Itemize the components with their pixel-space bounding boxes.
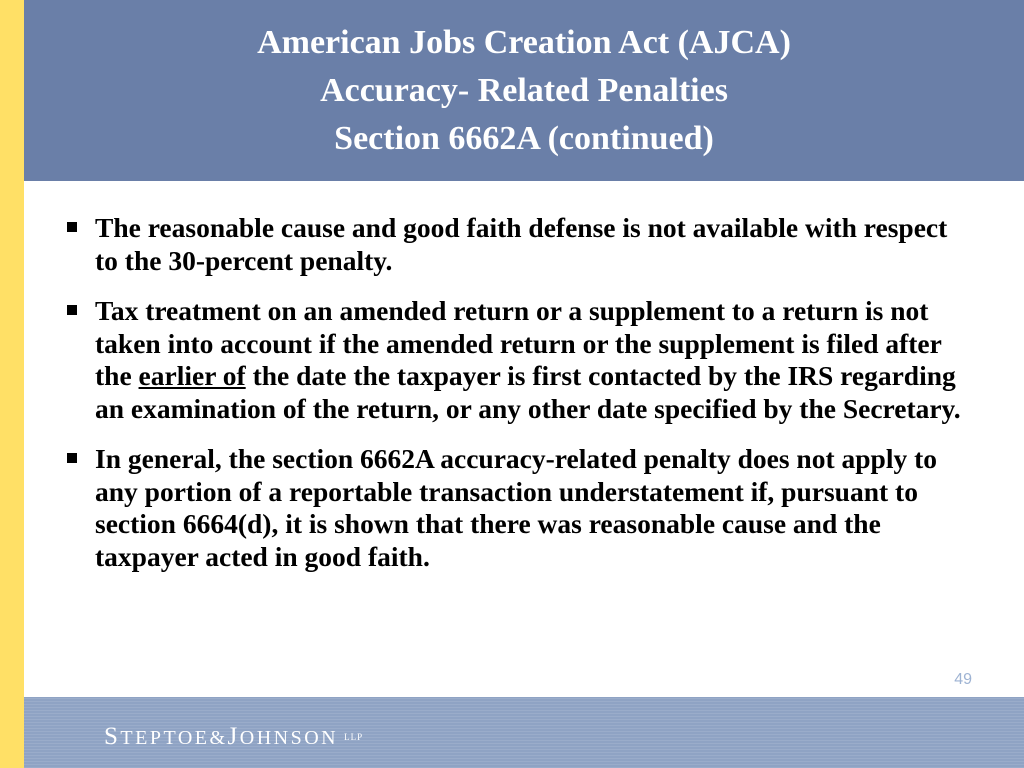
bullet-text-2a: Tax treatment on an amended return or a supplement to a return is not taken into account if the amended return or the supplement is filed after the (95, 295, 942, 391)
bullet-text-1: The reasonable cause and good faith defense is not available with respect to the 30-percent penalty. (95, 212, 948, 276)
steptoe-johnson-logo: STEPTOE&JOHNSON $^{LLP}$ (104, 723, 364, 750)
slide-title-line-3: Section 6662A (continued) (334, 119, 714, 157)
slide-body (64, 212, 964, 591)
bullet-text-2-underlined: earlier of (138, 360, 246, 391)
slide-title-banner (24, 0, 1024, 181)
bullet-text-2b: the date the taxpayer is first contacted by the IRS regarding an examination of the return, or any other date specified by the Secretary. (95, 360, 961, 424)
footer-band (24, 697, 1024, 768)
bullet-item-2 (64, 295, 964, 425)
slide-title-line-1: American Jobs Creation Act (AJCA) (257, 23, 791, 61)
left-accent-strip (0, 0, 24, 768)
square-bullet-icon (67, 222, 77, 232)
bullet-item-1 (64, 212, 964, 277)
page-number: 49 (954, 671, 972, 688)
slide-title-line-2: Accuracy- Related Penalties (320, 71, 728, 109)
bullet-text-3: In general, the section 6662A accuracy-related penalty does not apply to any portion of a reportable transaction understatement if, pursuant to section 6664(d), it is shown that there was reasonable cause and the taxpayer acted in good faith. (95, 443, 937, 572)
square-bullet-icon (67, 453, 77, 463)
bullet-item-3 (64, 443, 964, 573)
square-bullet-icon (67, 305, 77, 315)
